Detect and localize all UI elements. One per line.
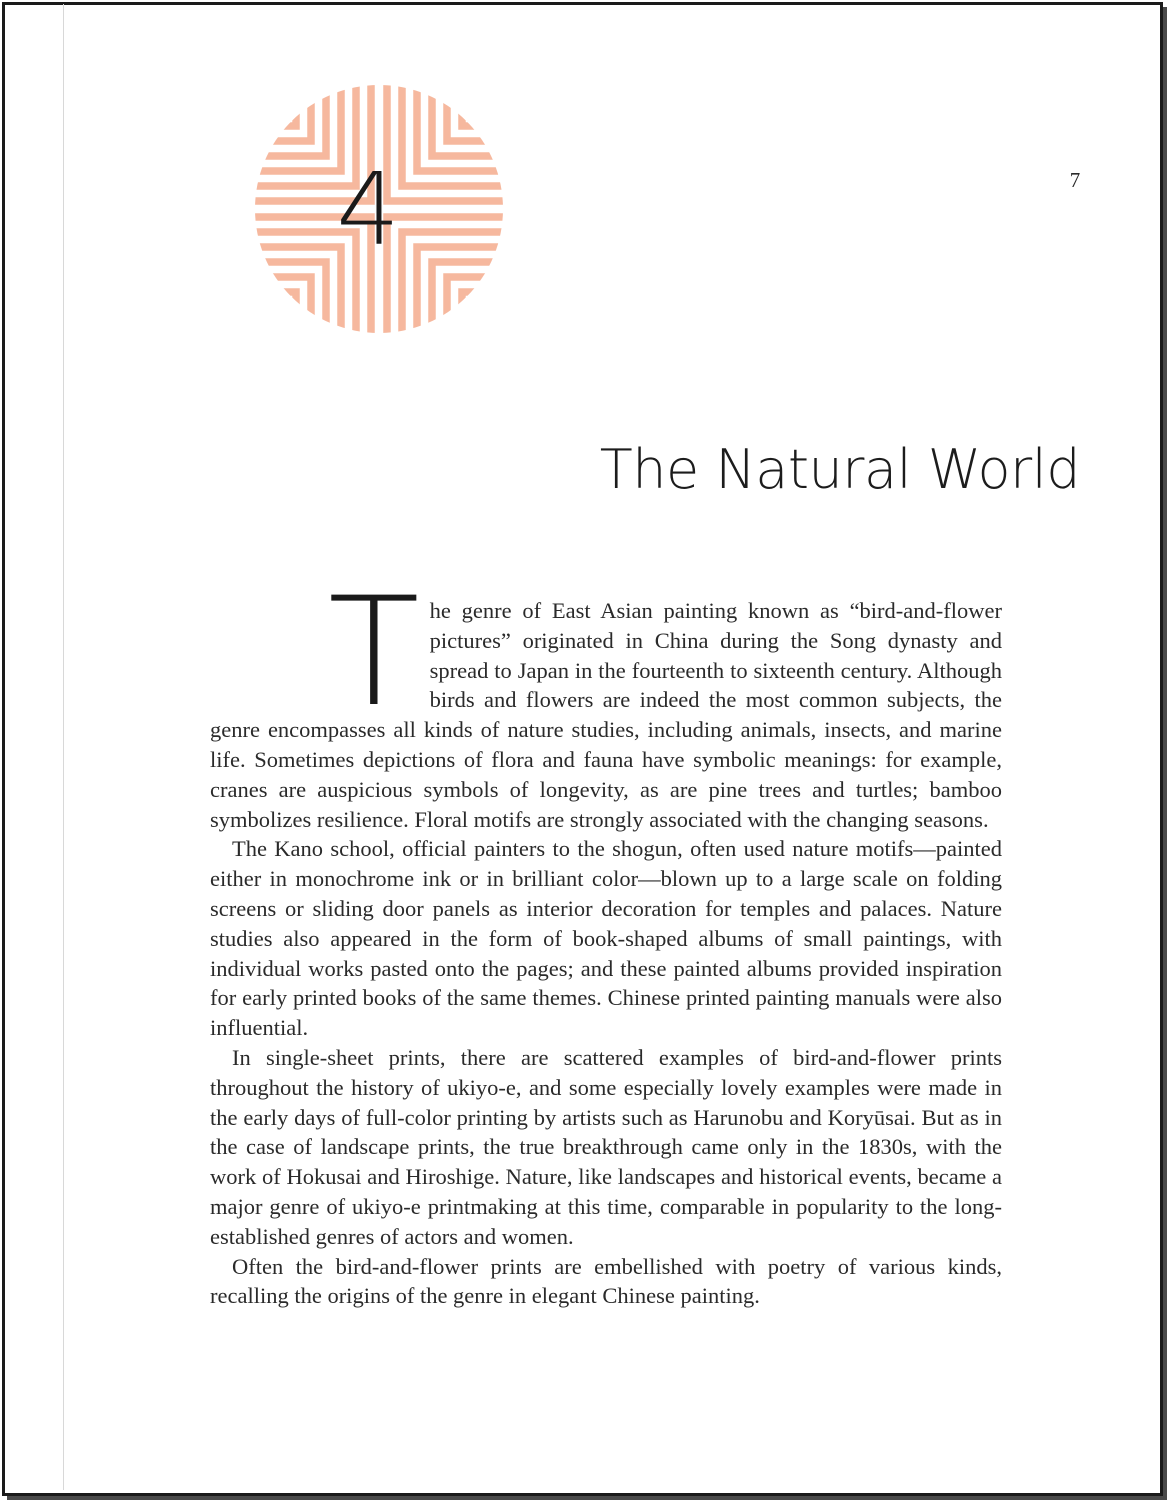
emblem-stripe <box>255 262 326 333</box>
emblem-stripe <box>255 277 311 333</box>
emblem-stripe <box>255 85 296 126</box>
emblem-stripe <box>462 85 503 126</box>
gutter-line <box>63 4 64 1490</box>
emblem-stripe <box>432 262 503 333</box>
emblem-stripe <box>492 85 503 96</box>
emblem-stripe <box>477 307 503 333</box>
body-text <box>210 566 1002 1311</box>
drop-cap: T <box>328 566 420 740</box>
chapter-title: The Natural World <box>599 438 1080 501</box>
emblem-stripe <box>462 292 503 333</box>
emblem-stripe <box>255 292 296 333</box>
chapter-number: 4 <box>336 151 400 268</box>
emblem-stripe <box>255 85 326 156</box>
paragraph-4: Often the bird-and-flower prints are embellished with poetry of various kinds, recalling the origins of the genre in elegant Chinese painting. <box>210 1253 1002 1309</box>
paragraph-3: In single-sheet prints, there are scattered examples of bird-and-flower prints throughout the history of ukiyo-e, and some especially lovely examples were made in the early days of full-color printing by artists such as Harunobu and Koryūsai. But as in the case of landscape prints, the true breakthrough came only in the 1830s, with the work of Hokusai and Hiroshige. Nature, like landscapes and historical events, became a major genre of ukiyo-e printmaking at this time, comparable in popularity to the long-established genres of actors and women. <box>210 1044 1002 1249</box>
emblem-stripe <box>255 307 281 333</box>
emblem-stripe <box>447 277 503 333</box>
page-number: 7 <box>1069 168 1081 192</box>
emblem-stripe <box>255 85 311 141</box>
paragraph-1-text: he genre of East Asian painting known as “bird-and-flower pictures” originated in China during the Song dynasty and spread to Japan in the fourteenth to sixteenth century. Although birds and flowers are indeed the most common subjects, the genre encompasses all kinds of nature studies, including animals, insects, and marine life. Sometimes depictions of flora and fauna have symbolic meanings: for example, cranes are auspicious symbols of longevity, as are pine trees and turtles; bamboo symbolizes resilience. Floral motifs are strongly associated with the changing seasons. <box>210 598 1002 832</box>
paragraph-1 <box>210 566 1002 834</box>
emblem-stripe <box>447 85 503 141</box>
paragraph-2: The Kano school, official painters to the shogun, often used nature motifs—painted either in monochrome ink or in brilliant color—blown up to a large scale on folding screens or sliding door panels as interior decoration for temples and palaces. Nature studies also appeared in the form of book-shaped albums of small paintings, with individual works pasted onto the pages; and these painted albums provided inspiration for early printed books of the same themes. Chinese printed painting manuals were also influential. <box>210 836 1002 1041</box>
emblem-stripe <box>255 85 281 111</box>
emblem-stripe <box>255 85 266 96</box>
emblem-stripe <box>432 85 503 156</box>
emblem-stripe <box>492 322 503 333</box>
emblem-stripe <box>477 85 503 111</box>
emblem-stripe <box>255 322 266 333</box>
